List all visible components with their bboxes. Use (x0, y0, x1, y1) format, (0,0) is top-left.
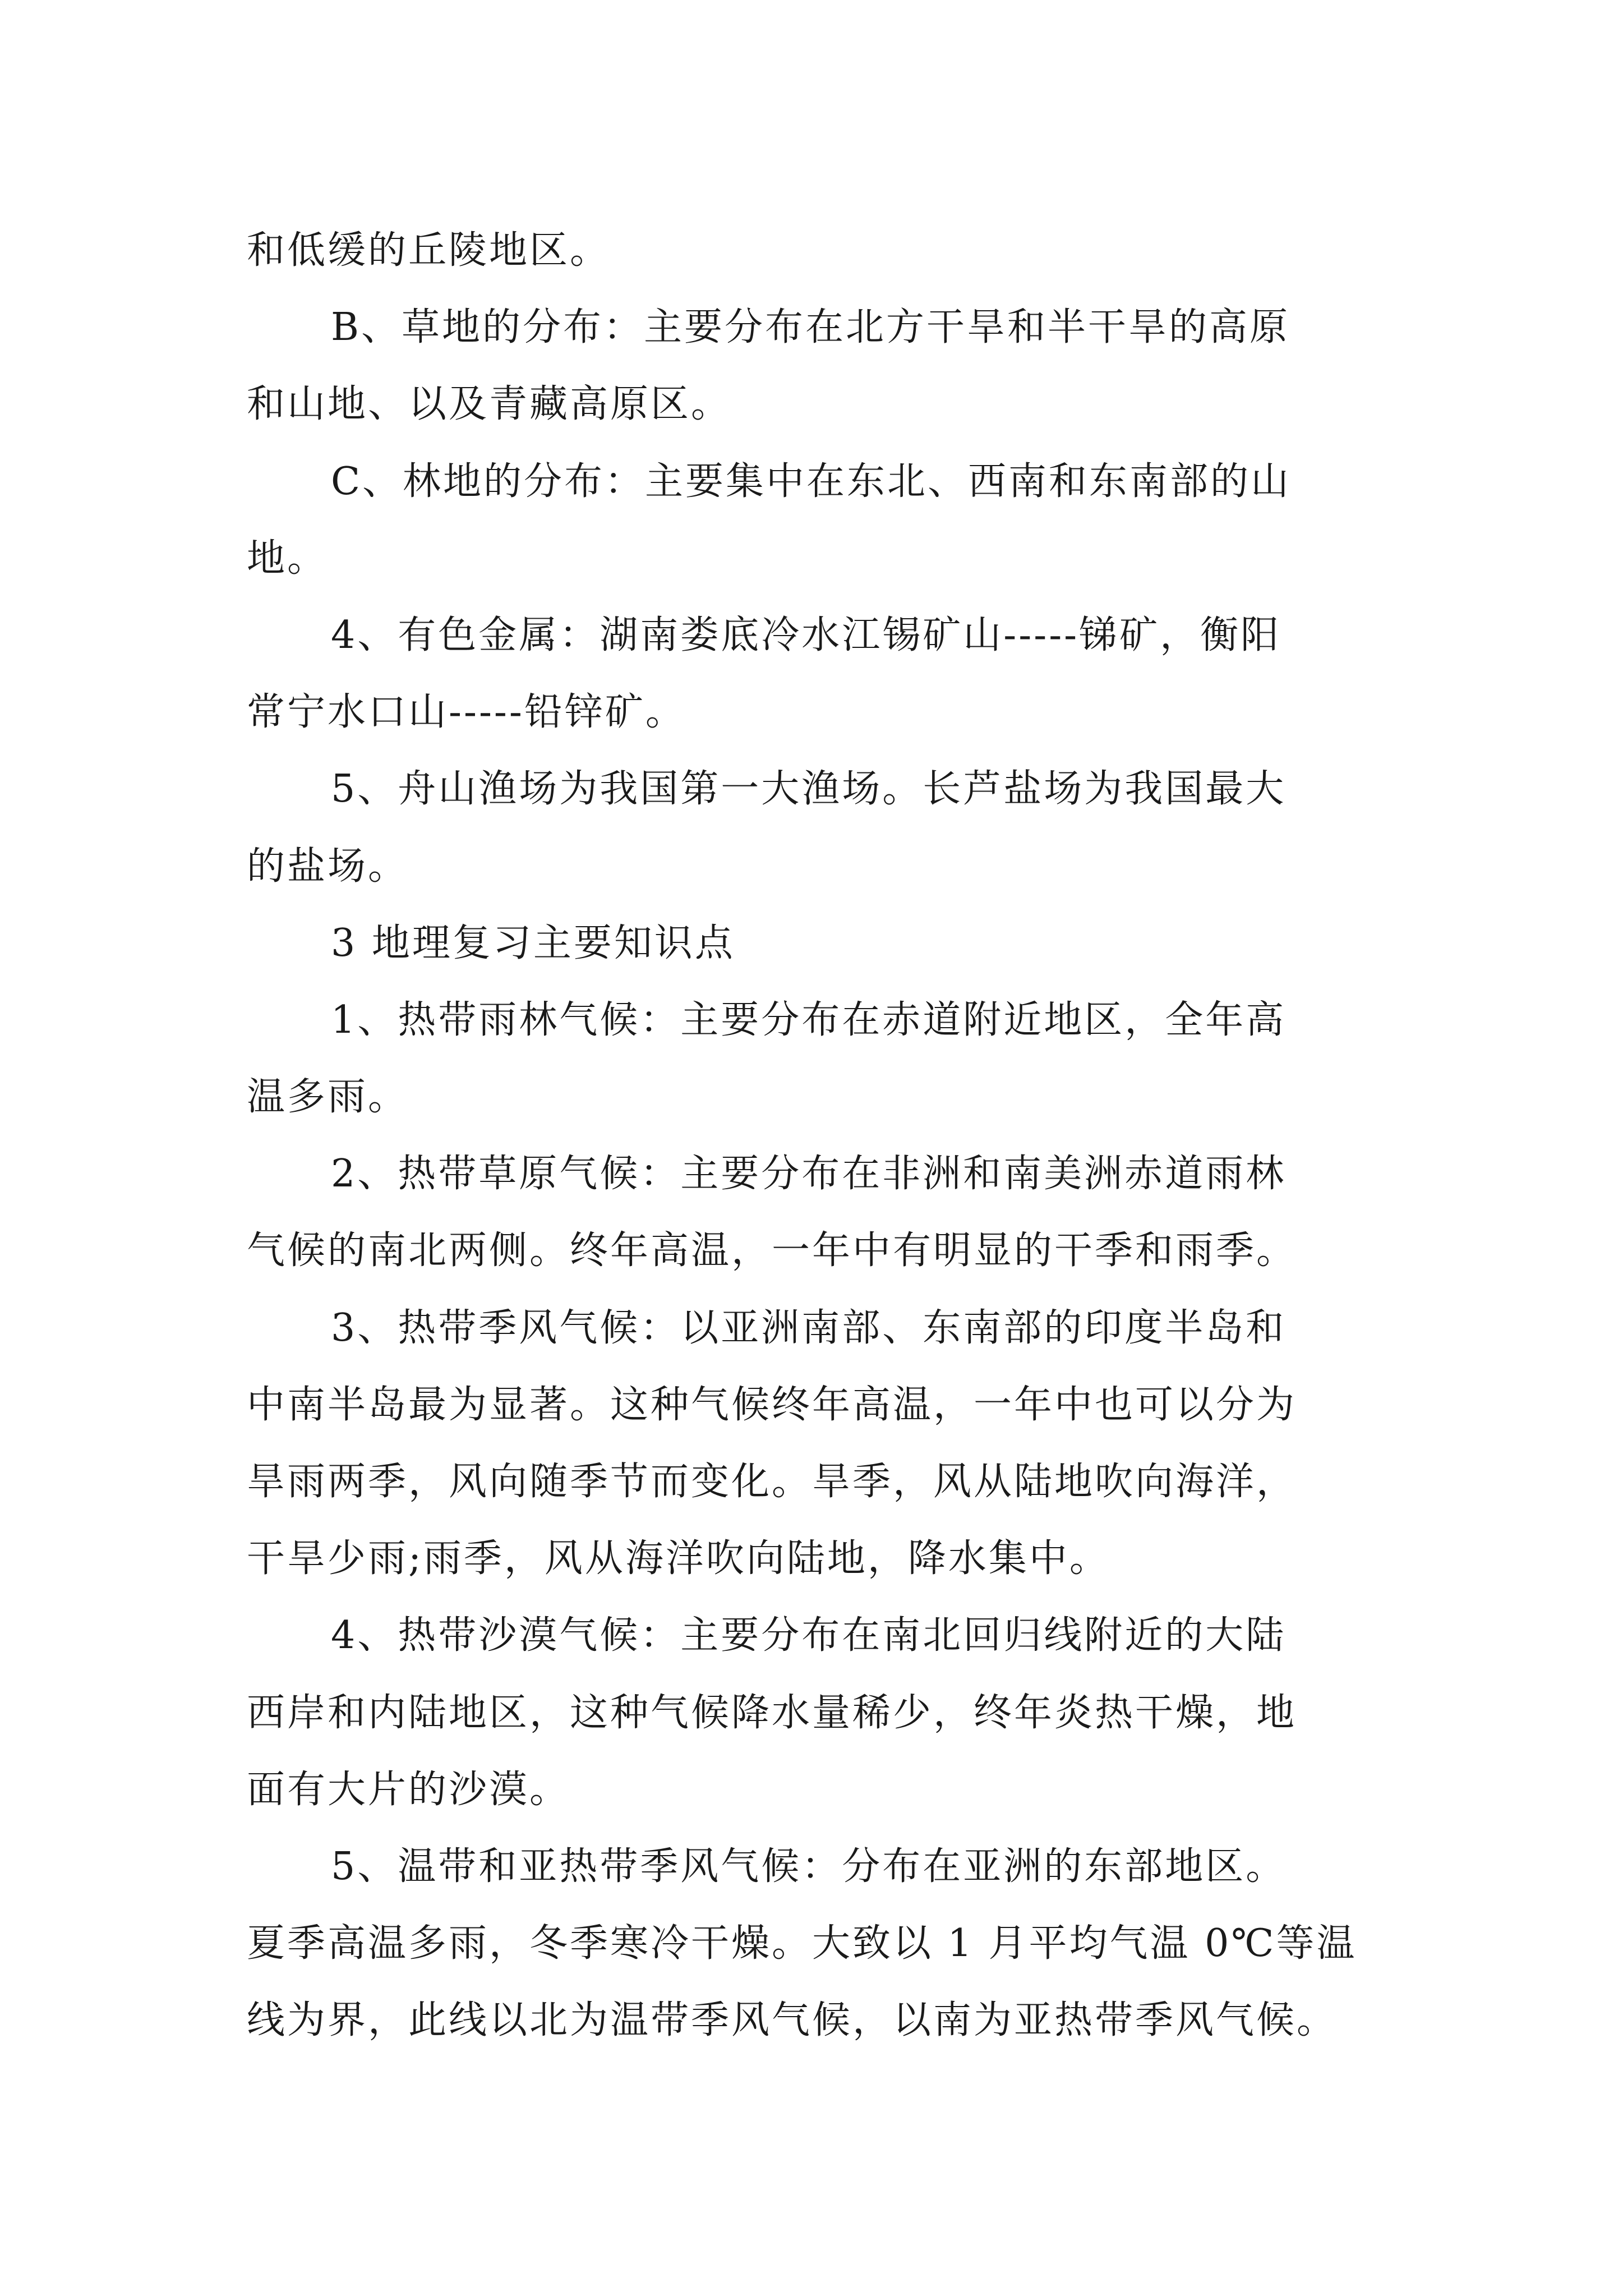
text-line (247, 751, 1396, 827)
text-line (247, 1059, 1396, 1135)
text-line (247, 1674, 1396, 1751)
text-line (247, 1982, 1396, 2059)
text-line (247, 289, 1396, 366)
text-line-content: B、草地的分布：主要分布在北方干旱和半干旱的高原 (331, 305, 1290, 350)
text-line (247, 1443, 1396, 1520)
text-line (247, 1828, 1396, 1905)
text-line-content: 西岸和内陆地区，这种气候降水量稀少，终年炎热干燥，地 (247, 1690, 1297, 1735)
text-line (247, 520, 1396, 597)
text-line-content: 旱雨两季，风向随季节而变化。旱季，风从陆地吹向海洋， (247, 1460, 1297, 1504)
text-line (247, 443, 1396, 520)
text-line (247, 366, 1396, 443)
text-line-content: 和山地、以及青藏高原区。 (247, 382, 732, 427)
text-line-content: 干旱少雨;雨季，风从海洋吹向陆地，降水集中。 (247, 1536, 1110, 1581)
text-line-content: 面有大片的沙漠。 (247, 1767, 570, 1812)
text-line (247, 1135, 1396, 1212)
text-line-content: 5、温带和亚热带季风气候：分布在亚洲的东部地区。 (331, 1844, 1287, 1889)
text-line (247, 212, 1396, 289)
text-line (247, 1290, 1396, 1366)
text-line (247, 1212, 1396, 1289)
text-line-content: 的盐场。 (247, 844, 409, 889)
text-line (247, 828, 1396, 905)
text-line-content: 地。 (247, 536, 328, 581)
text-line (247, 982, 1396, 1059)
text-line-content: C、林地的分布：主要集中在东北、西南和东南部的山 (331, 459, 1292, 504)
text-line-content: 4、热带沙漠气候：主要分布在南北回归线附近的大陆 (331, 1613, 1287, 1658)
text-line-content: 1、热带雨林气候：主要分布在赤道附近地区，全年高 (331, 997, 1287, 1042)
text-line (247, 1751, 1396, 1828)
text-line-content: 2、热带草原气候：主要分布在非洲和南美洲赤道雨林 (331, 1152, 1287, 1197)
text-line-content: 和低缓的丘陵地区。 (247, 228, 611, 273)
text-line (247, 1520, 1396, 1597)
text-line-content: 3、热带季风气候：以亚洲南部、东南部的印度半岛和 (331, 1305, 1287, 1350)
text-line-content: 线为界，此线以北为温带季风气候，以南为亚热带季风气候。 (247, 1998, 1338, 2043)
text-line (247, 597, 1396, 674)
text-line-content: 气候的南北两侧。终年高温，一年中有明显的干季和雨季。 (247, 1228, 1297, 1273)
text-line-content: 夏季高温多雨，冬季寒冷干燥。大致以 1 月平均气温 0℃等温 (247, 1921, 1357, 1966)
text-line-content: 5、舟山渔场为我国第一大渔场。长芦盐场为我国最大 (331, 767, 1287, 812)
text-line-content: 常宁水口山-----铅锌矿。 (247, 690, 686, 735)
document-body (247, 212, 1396, 2059)
text-line (247, 674, 1396, 751)
section-heading-text: 3 地理复习主要知识点 (331, 921, 735, 965)
text-line (247, 1597, 1396, 1674)
text-line (247, 1905, 1396, 1982)
text-line (247, 1366, 1396, 1443)
section-heading (247, 905, 1396, 982)
text-line-content: 中南半岛最为显著。这种气候终年高温，一年中也可以分为 (247, 1382, 1297, 1427)
text-line-content: 4、有色金属：湖南娄底冷水江锡矿山-----锑矿，衡阳 (331, 613, 1281, 657)
text-line-content: 温多雨。 (247, 1075, 409, 1120)
